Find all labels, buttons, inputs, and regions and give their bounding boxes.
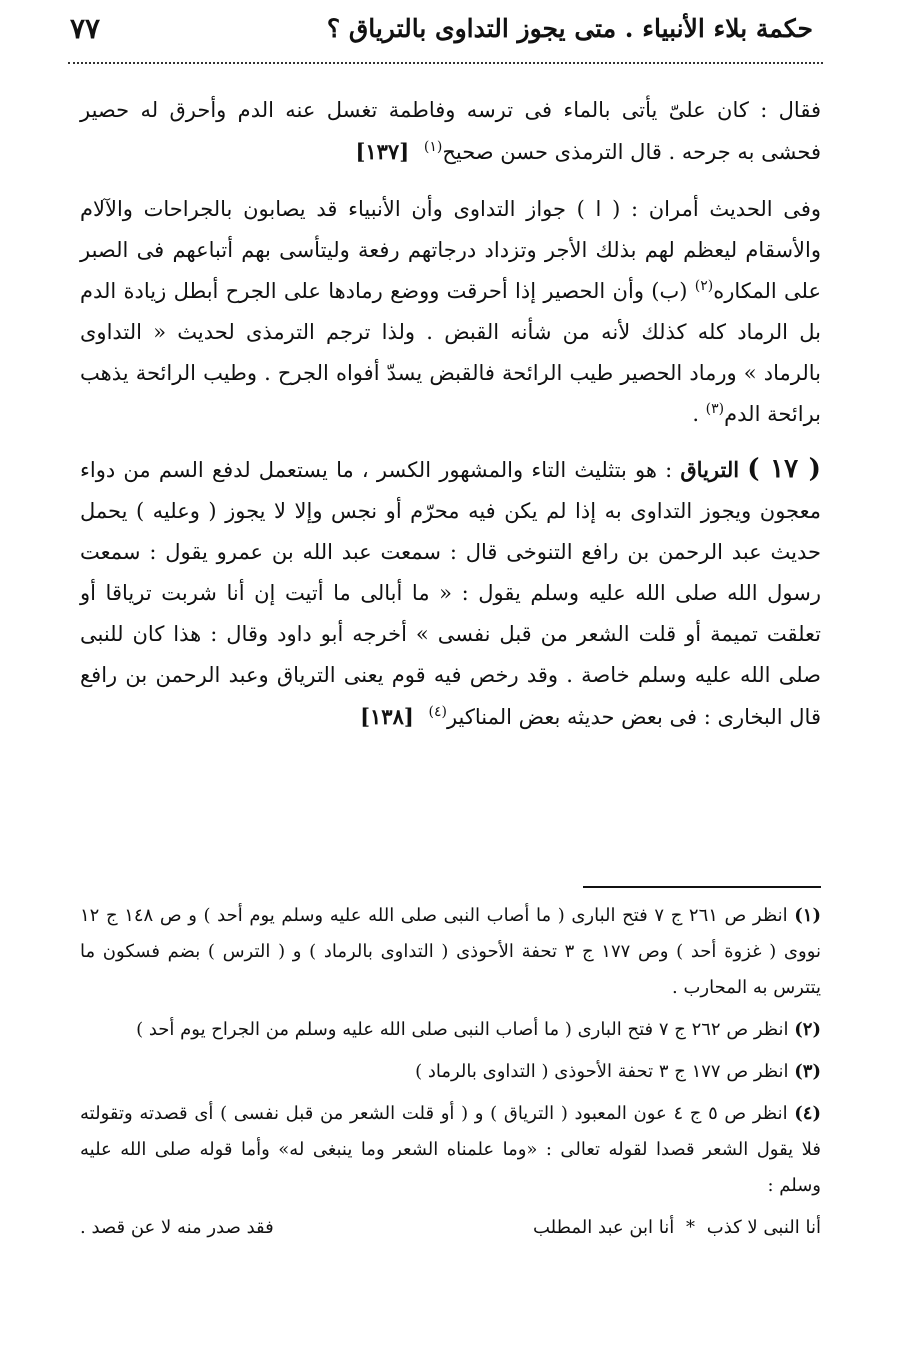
footnote-number: (٣) [794,1061,821,1082]
paragraph-2-end: . [692,402,706,426]
page-header [70,10,813,50]
verse-hemistich-1: أنا النبى لا كذب [706,1217,821,1238]
footnotes [80,898,821,1246]
footnote-text: انظر ص ١٧٧ ج ٣ تحفة الأحوذى ( التداوى بالرماد ) [415,1061,789,1082]
section-term: الترياق [680,457,740,482]
footnote-text: انظر ص ٢٦٢ ج ٧ فتح البارى ( ما أصاب النبى صلى الله عليه وسلم من الجراح يوم أحد ) [136,1019,789,1040]
footnote-number: (٤) [794,1103,821,1124]
footnote-text: انظر ص ٢٦١ ج ٧ فتح البارى ( ما أصاب النبى صلى الله عليه وسلم يوم أحد ) و ص ١٤٨ ج ١٢ نووى ( غزوة أحد ) وص ١٧٧ ج ٣ تحفة الأحوذى ( التداوى بالرماد ) و ( الترس ) بضم فسكون ما يتترس به المحارب . [80,905,822,998]
footnote-ref-4: (٤) [428,704,447,720]
footnote-2 [80,1012,821,1048]
paragraph-2-text-b: (ب) وأن الحصير إذا أحرقت ووضع رمادها على الجرح أبطل زيادة الدم بل الرماد كله كذلك لأنه من شأنه القبض . ولذا ترجم الترمذى لحديث « التداوى بالرماد » ورماد الحصير طيب الرائحة فالقبض يسدّ أفواه الجرح . وطيب الرائحة يذهب برائحة الدم [80,279,821,426]
footnote-4 [80,1096,821,1204]
hadith-number-137: [١٣٧] [355,139,410,164]
page-number: ٧٧ [70,12,101,45]
footnote-text: انظر ص ٥ ج ٤ عون المعبود ( الترياق ) و ( أو قلت الشعر من قبل نفسى ) أى قصدته وتقولته فلا يقول الشعر قصدا لقوله تعالى : «وما علمناه الشعر وما ينبغى له» وأما قوله صلى الله عليه وسلم : [80,1103,821,1196]
main-text [80,90,821,752]
paragraph-3-text: : هو بتثليث التاء والمشهور الكسر ، ما يستعمل لدفع السم من دواء معجون ويجوز التداوى به إذا لم يكن فيه محرّم أو نجس وإلا لا يجوز ( وعليه ) يحمل حديث عبد الرحمن بن رافع التنوخى قال : سمعت عبد الله بن عمرو يقول : سمعت رسول الله صلى الله عليه وسلم يقول : « ما أبالى ما أتيت إن أنا شربت ترياقا أو تعلقت تميمة أو قلت الشعر من قبل نفسى » أخرجه أبو داود وقال : هذا كان للنبى صلى الله عليه وسلم خاصة . وقد رخص فيه قوم يعنى الترياق وعبد الرحمن بن رافع قال البخارى : فى بعض حديثه بعض المناكير [80,458,821,729]
section-number: ( ١٧ ) [747,454,821,484]
hadith-number-138: [١٣٨] [360,704,414,729]
paragraph-1-text: فقال : كان علىّ يأتى بالماء فى ترسه وفاطمة تغسل عنه الدم وأحرق له حصير فحشى به جرحه . قال الترمذى حسن صحيح [80,98,821,164]
verse-separator-star: * [686,1217,696,1238]
running-title: حكمة بلاء الأنبياء . متى يجوز التداوى بالترياق ؟ [326,14,813,43]
footnote-1 [80,898,821,1006]
footnote-3 [80,1054,821,1090]
footnote-number: (١) [794,905,821,926]
paragraph-2-text-a: وفى الحديث أمران : ( ا ) جواز التداوى وأن الأنبياء قد يصابون بالجراحات والآلام والأسقام ليعظم لهم بذلك الأجر وتزداد درجاتهم رفعة وليتأسى بهم أتباعهم فى الصبر على المكاره [80,197,821,303]
footnote-ref-3: (٣) [705,401,725,417]
paragraph-3 [80,449,821,738]
paragraph-2 [80,189,821,435]
footnote-ref-2: (٢) [694,278,714,294]
verse-hemistich-2: أنا ابن عبد المطلب [532,1217,675,1238]
verse-comment: فقد صدر منه لا عن قصد . [80,1217,274,1238]
verse-line [533,1210,821,1246]
footnote-ref-1: (١) [423,139,443,155]
poem-verse [80,1210,821,1246]
footnote-number: (٢) [794,1019,821,1040]
header-divider [68,62,823,64]
footnote-divider [583,886,821,888]
paragraph-1 [80,90,821,173]
